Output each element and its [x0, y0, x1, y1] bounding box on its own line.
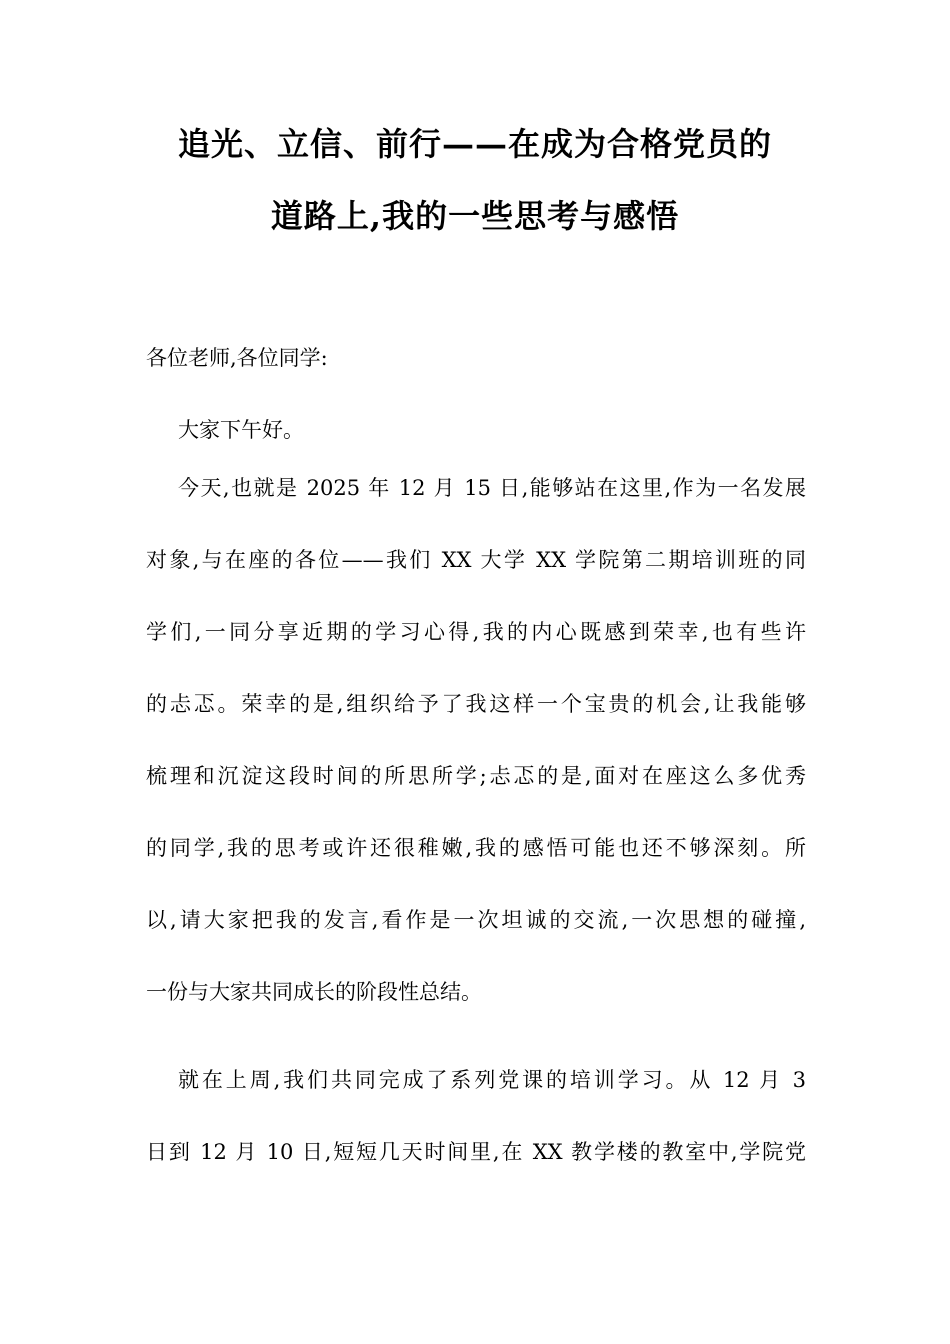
title-line-2: 道路上,我的一些思考与感悟: [270, 197, 680, 235]
paragraph-1-line-3: 学们,一同分享近期的学习心得,我的内心既感到荣幸,也有些许: [146, 620, 806, 644]
title-line-1: 追光、立信、前行——在成为合格党员的: [177, 125, 772, 163]
paragraph-2-line-2: 日到 12 月 10 日,短短几天时间里,在 XX 教学楼的教室中,学院党: [146, 1140, 806, 1164]
paragraph-1-line-5: 梳理和沉淀这段时间的所思所学;忐忑的是,面对在座这么多优秀: [146, 764, 806, 788]
paragraph-2-line-1: 就在上周,我们共同完成了系列党课的培训学习。从 12 月 3: [178, 1068, 806, 1092]
paragraph-2: [146, 1044, 806, 1188]
paragraph-1-line-2: 对象,与在座的各位——我们 XX 大学 XX 学院第二期培训班的同: [146, 548, 806, 572]
salutation-text: 各位老师,各位同学:: [146, 346, 328, 370]
paragraph-1-line-6: 的同学,我的思考或许还很稚嫩,我的感悟可能也还不够深刻。所: [146, 836, 806, 860]
paragraph-1-line-1: 今天,也就是 2025 年 12 月 15 日,能够站在这里,作为一名发展: [178, 476, 806, 500]
paragraph-1-line-8: 一份与大家共同成长的阶段性总结。: [146, 980, 482, 1004]
paragraph-1-line-7: 以,请大家把我的发言,看作是一次坦诚的交流,一次思想的碰撞,: [146, 908, 806, 932]
paragraph-1-line-4: 的忐忑。荣幸的是,组织给予了我这样一个宝贵的机会,让我能够: [146, 692, 806, 716]
paragraph-1: [146, 452, 806, 1028]
greeting-text: 大家下午好。: [178, 418, 304, 442]
salutation: [146, 322, 806, 394]
document-title: [120, 108, 830, 252]
